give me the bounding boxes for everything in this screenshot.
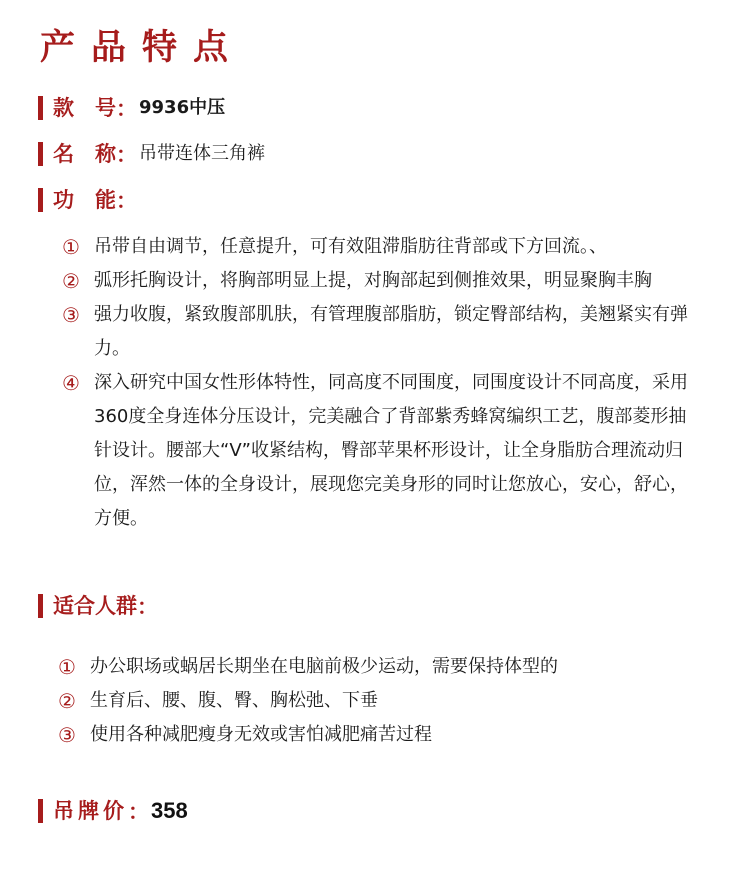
list-item [62,230,702,264]
name-colon: ： [116,143,137,167]
item-text: 吊带自由调节，任意提升，可有效阻滞脂肪往背部或下方回流。、 [94,236,607,257]
list-item [58,718,698,752]
section-marker [38,96,43,120]
features-list [62,230,702,536]
item-number: ③ [58,723,76,747]
item-number: ④ [62,371,80,395]
crowd-row [38,592,160,620]
item-number: ① [62,235,80,259]
section-marker [38,594,43,618]
item-number: ③ [62,303,80,327]
function-row [38,186,139,214]
crowd-label: 适合人群 [53,594,137,618]
crowd-colon: ： [137,595,158,619]
name-value: 吊带连体三角裤 [139,143,265,164]
price-value: 358 [151,798,188,823]
item-number: ② [58,689,76,713]
price-row [38,797,188,825]
list-item [62,264,702,298]
style-no-label: 款 号 [53,96,116,120]
style-no-value: 9936中压 [139,97,226,118]
price-label: 吊牌价 [53,799,128,823]
list-item [62,298,702,366]
function-colon: ： [116,189,137,213]
section-marker [38,142,43,166]
item-text: 使用各种减肥瘦身无效或害怕减肥痛苦过程 [90,724,432,745]
item-number: ① [58,655,76,679]
list-item [58,684,698,718]
style-no-row [38,94,225,122]
section-marker [38,799,43,823]
function-label: 功 能 [53,188,116,212]
item-text: 深入研究中国女性形体特性，同高度不同围度，同围度设计不同高度，采用360度全身连体分压设计，完美融合了背部紫秀蜂窝编织工艺，腹部菱形抽针设计。腰部大“V”收紧结构，臀部苹果杯形设计，让全身脂肪合理流动归位，浑然一体的全身设计，展现您完美身形的同时让您放心，安心，舒心，方便。 [94,372,688,529]
name-row [38,140,265,168]
item-text: 办公职场或蜗居长期坐在电脑前极少运动，需要保持体型的 [90,656,558,677]
price-colon: ： [128,800,149,824]
crowd-list [58,650,698,752]
page-title: 产品特点 [40,27,245,68]
name-label: 名 称 [53,142,116,166]
section-marker [38,188,43,212]
list-item [62,366,702,536]
style-no-colon: ： [116,97,137,121]
item-text: 生育后、腰、腹、臀、胸松弛、下垂 [90,690,378,711]
item-number: ② [62,269,80,293]
item-text: 强力收腹，紧致腹部肌肤，有管理腹部脂肪，锁定臀部结构，美翘紧实有弹力。 [94,304,688,359]
item-text: 弧形托胸设计，将胸部明显上提，对胸部起到侧推效果，明显聚胸丰胸 [94,270,652,291]
list-item [58,650,698,684]
